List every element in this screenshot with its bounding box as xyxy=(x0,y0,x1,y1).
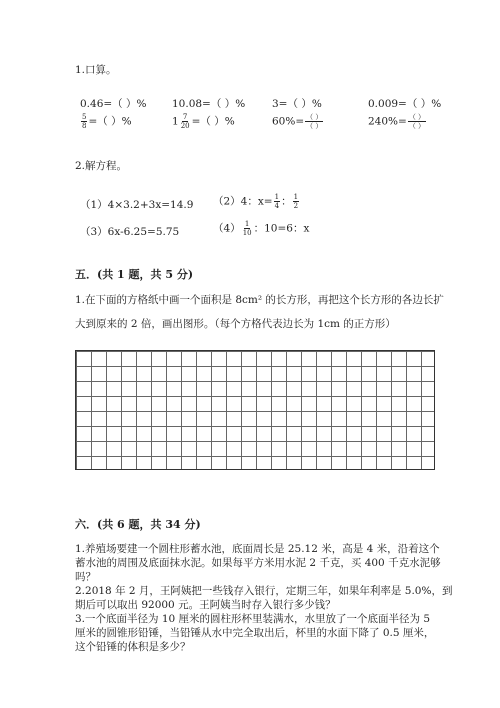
fraction: $\frac{( )}{( )}$ xyxy=(408,113,426,130)
equation-2: （2）4：x= $\frac{1}{4}$ ： $\frac{1}{2}$ xyxy=(213,193,299,210)
section6-q2-line1: 2.2018 年 2 月，王阿姨把一些钱存入银行，定期三年，如果年利率是 5.0%，到 xyxy=(75,585,453,597)
section6-q1-line3: 吗？ xyxy=(75,571,96,583)
section6-q2-line2: 期后可以取出 92000 元。王阿姨当时存入银行多少钱？ xyxy=(75,599,336,611)
oral-item-1: 0.46=（ ）% xyxy=(80,98,147,110)
oral-item-7: 60%= $\frac{( )}{( )}$ xyxy=(272,113,323,130)
square-grid-paper xyxy=(75,350,435,470)
section5-question-line2: 大到原来的 2 倍，画出图形。（每个方格代表边长为 1cm 的正方形） xyxy=(75,318,396,330)
section6-q1-line1: 1.养殖场要建一个圆柱形蓄水池，底面周长是 25.12 米，高是 4 米，沿着这个 xyxy=(75,543,440,555)
section6-q3-line3: 这个铅锤的体积是多少？ xyxy=(75,641,191,653)
section5-question-line1: 1.在下面的方格纸中画一个面积是 8cm² 的长方形，再把这个长方形的各边长扩 xyxy=(75,294,444,306)
oral-item-3: 3=（ ）% xyxy=(272,98,322,110)
oral-item-2: 10.08=（ ）% xyxy=(172,98,246,110)
section6-q3-line1: 3.一个底面半径为 10 厘米的圆柱形杯里装满水，水里放了一个底面半径为 5 xyxy=(75,613,431,625)
oral-title: 1.口算。 xyxy=(75,64,117,76)
fraction: $\frac{( )}{( )}$ xyxy=(306,113,323,130)
oral-item-5: $\frac{5}{8}$ =（ ）% xyxy=(82,113,132,130)
fraction: $\frac{1}{2}$ xyxy=(293,193,299,210)
section6-heading: 六．(共 6 题，共 34 分) xyxy=(75,518,201,531)
section6-q3-line2: 厘米的圆锥形铅锤，当铅锤从水中完全取出后，杯里的水面下降了 0.5 厘米， xyxy=(75,627,435,639)
equation-3: （3）6x-6.25=5.75 xyxy=(80,226,180,238)
section5-heading: 五．(共 1 题，共 5 分) xyxy=(75,268,194,281)
equations-title: 2.解方程。 xyxy=(75,160,128,172)
oral-item-8: 240%= $\frac{( )}{( )}$ xyxy=(368,113,426,130)
fraction: $\frac{7}{20}$ xyxy=(180,113,190,130)
equation-4: （4） $\frac{1}{10}$ ：10=6：x xyxy=(213,220,310,237)
equation-1: （1）4×3.2+3x=14.9 xyxy=(80,199,194,211)
oral-item-6: 1 $\frac{7}{20}$ =（ ）% xyxy=(172,113,235,130)
fraction: $\frac{5}{8}$ xyxy=(82,113,87,130)
oral-item-4: 0.009=（ ）% xyxy=(368,98,442,110)
fraction: $\frac{1}{4}$ xyxy=(274,193,280,210)
fraction: $\frac{1}{10}$ xyxy=(242,220,252,237)
section6-q1-line2: 蓄水池的周围及底面抹水泥。如果每平方米用水泥 2 千克，买 400 千克水泥够 xyxy=(75,557,441,569)
